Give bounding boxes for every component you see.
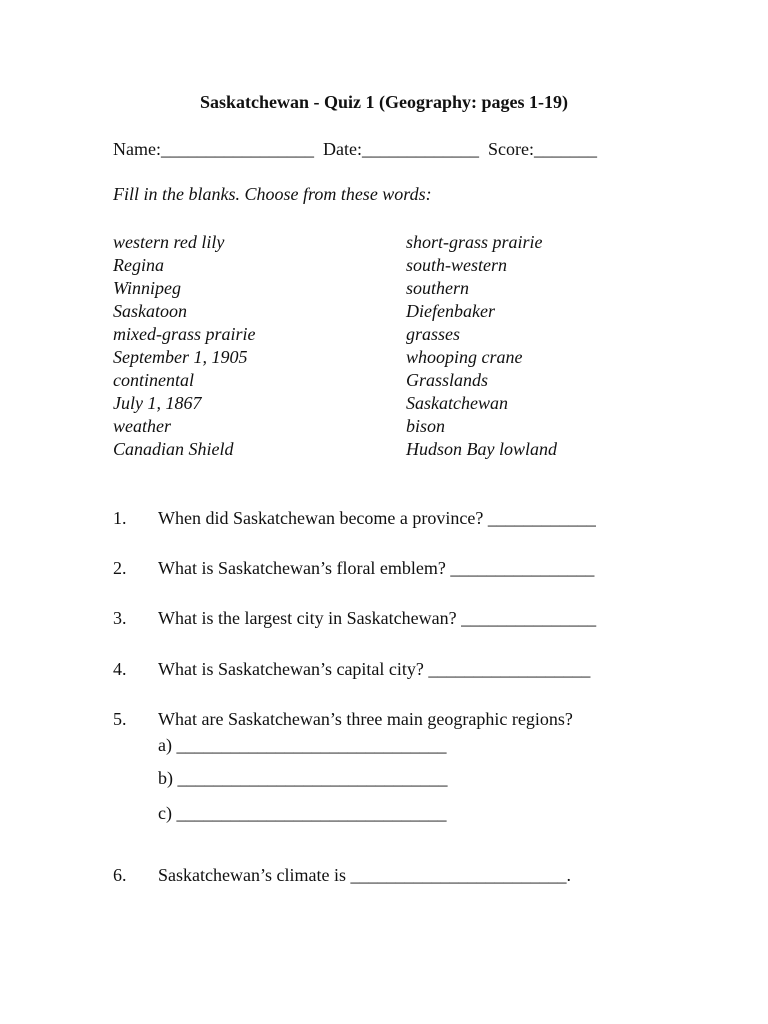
quiz-title: Saskatchewan - Quiz 1 (Geography: pages 1-19) xyxy=(200,92,568,112)
question-text: What is Saskatchewan’s floral emblem? ________________ xyxy=(158,558,595,578)
word-bank-item: weather xyxy=(113,416,171,436)
word-bank-item: Regina xyxy=(113,255,164,275)
word-bank-item: southern xyxy=(406,278,469,298)
word-bank-item: Saskatchewan xyxy=(406,393,508,413)
word-bank-item: July 1, 1867 xyxy=(113,393,202,413)
word-bank-left-column xyxy=(113,231,256,461)
word-bank-item: whooping crane xyxy=(406,347,523,367)
word-bank-item: September 1, 1905 xyxy=(113,347,248,367)
word-bank-item: short-grass prairie xyxy=(406,232,543,252)
word-bank-item: Diefenbaker xyxy=(406,301,495,321)
word-bank-item: Canadian Shield xyxy=(113,439,234,459)
word-bank-right-column xyxy=(406,231,557,461)
question-number: 5. xyxy=(113,709,127,729)
question-number: 4. xyxy=(113,659,127,679)
word-bank-item: continental xyxy=(113,370,194,390)
question-text: What are Saskatchewan’s three main geographic regions? xyxy=(158,709,573,729)
word-bank-item: Grasslands xyxy=(406,370,489,390)
word-bank-item: Saskatoon xyxy=(113,301,187,321)
word-bank-item: south-western xyxy=(406,255,507,275)
question-number: 1. xyxy=(113,508,127,528)
word-bank-item: grasses xyxy=(406,324,461,344)
word-bank-item: mixed-grass prairie xyxy=(113,324,256,344)
question-5-answer-c: c) ______________________________ xyxy=(158,803,447,823)
question-number: 6. xyxy=(113,865,127,885)
question-text: Saskatchewan’s climate is ________________________. xyxy=(158,865,571,885)
question-5-answer-a: a) ______________________________ xyxy=(158,735,447,755)
word-bank-item: Winnipeg xyxy=(113,278,181,298)
word-bank-item: Hudson Bay lowland xyxy=(406,439,557,459)
question-text: What is the largest city in Saskatchewan? _______________ xyxy=(158,608,597,628)
instructions: Fill in the blanks. Choose from these words: xyxy=(113,184,432,204)
question-number: 3. xyxy=(113,608,127,628)
name-date-score-line: Name:_________________ Date:_____________ Score:_______ xyxy=(113,139,597,159)
question-5-answer-b: b) ______________________________ xyxy=(158,768,448,788)
word-bank-item: western red lily xyxy=(113,232,225,252)
question-text: What is Saskatchewan’s capital city? __________________ xyxy=(158,659,591,679)
question-text: When did Saskatchewan become a province? ____________ xyxy=(158,508,596,528)
question-number: 2. xyxy=(113,558,127,578)
word-bank-item: bison xyxy=(406,416,446,436)
